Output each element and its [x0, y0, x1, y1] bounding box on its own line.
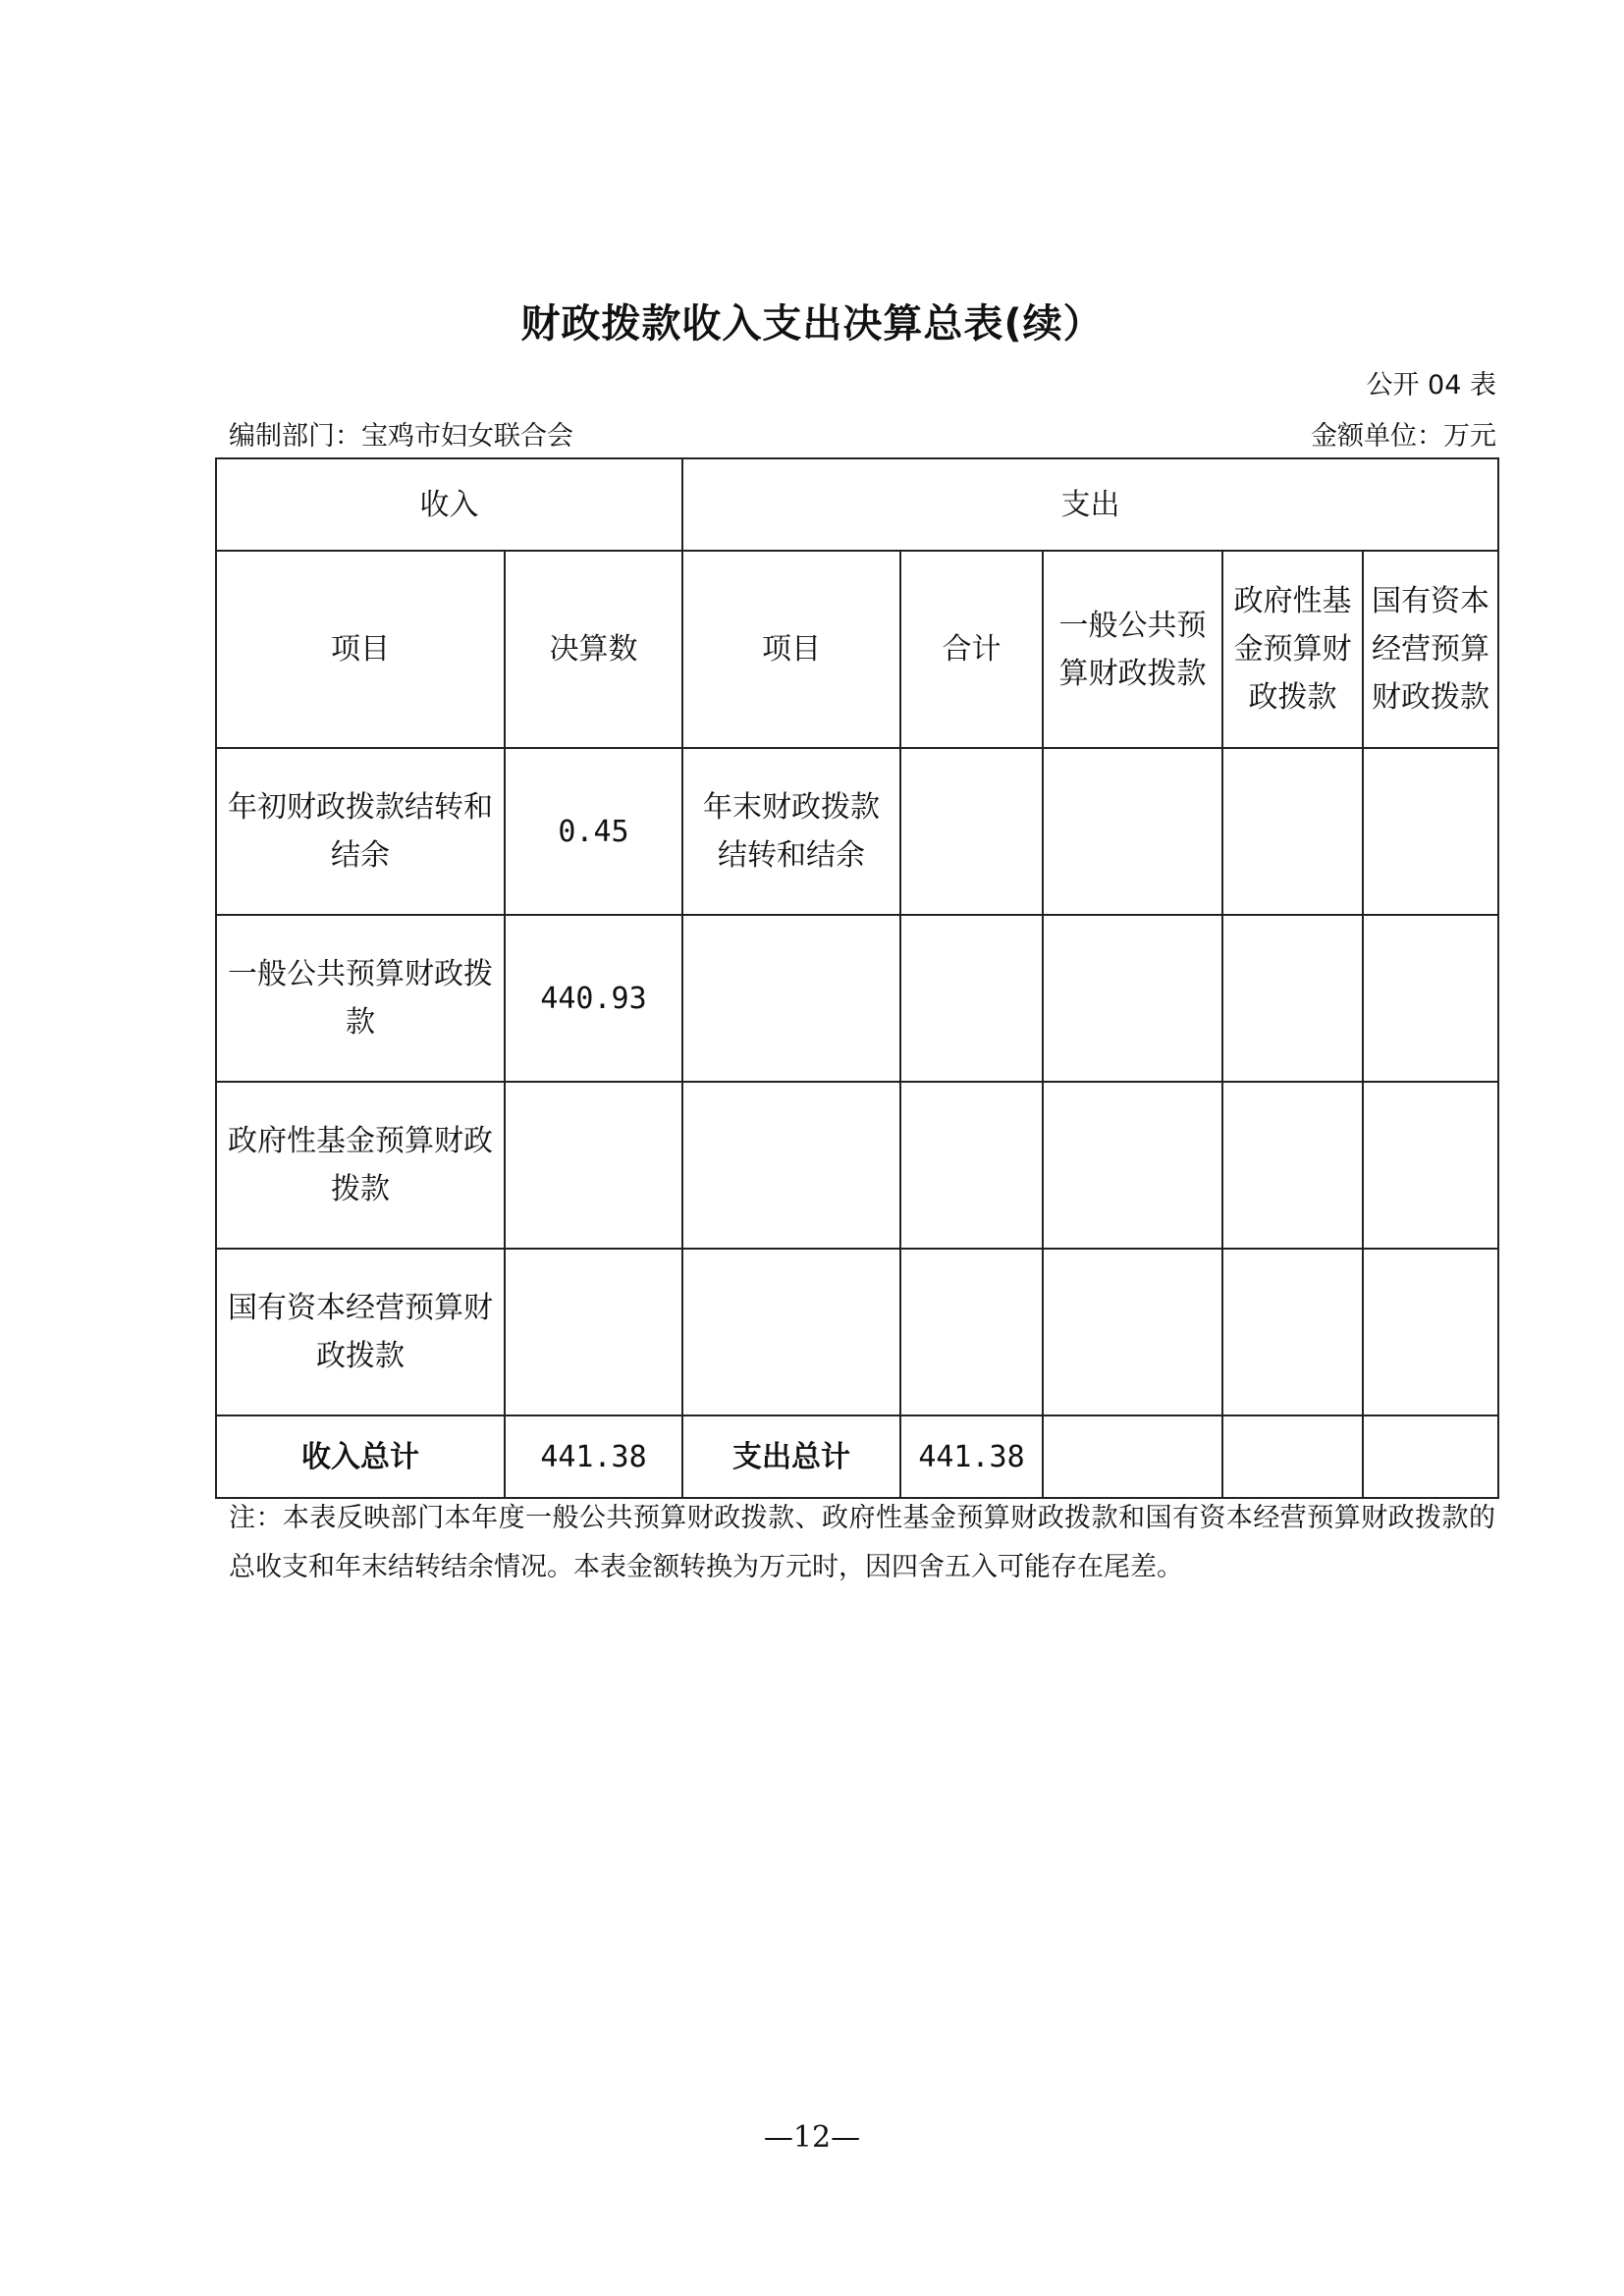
expense-total-amount: 441.38 [900, 1415, 1043, 1498]
row-income-amount [505, 1249, 682, 1415]
income-total-label: 收入总计 [216, 1415, 505, 1498]
col-state-capital: 国有资本经营预算财政拨款 [1363, 551, 1498, 748]
col-income-item: 项目 [216, 551, 505, 748]
budget-table [215, 457, 1499, 1499]
income-total-amount: 441.38 [505, 1415, 682, 1498]
row-general-budget [1043, 748, 1222, 915]
total-gov-fund [1222, 1415, 1363, 1498]
row-state-capital [1363, 1249, 1498, 1415]
row-total [900, 1249, 1043, 1415]
section-header-row [216, 458, 1498, 551]
form-number: 公开 04 表 [1366, 370, 1496, 400]
row-total [900, 915, 1043, 1082]
expense-section-header: 支出 [682, 458, 1498, 551]
row-state-capital [1363, 748, 1498, 915]
row-expense-item [682, 1082, 900, 1249]
page-title: 财政拨款收入支出决算总表(续） [520, 301, 1104, 347]
row-general-budget [1043, 1249, 1222, 1415]
row-expense-item: 年末财政拨款结转和结余 [682, 748, 900, 915]
row-total [900, 748, 1043, 915]
table-row [216, 748, 1498, 915]
col-gov-fund: 政府性基金预算财政拨款 [1222, 551, 1363, 748]
row-state-capital [1363, 1082, 1498, 1249]
total-general-budget [1043, 1415, 1222, 1498]
page-number: —12— [763, 2120, 861, 2155]
row-state-capital [1363, 915, 1498, 1082]
col-income-amount: 决算数 [505, 551, 682, 748]
row-income-item: 一般公共预算财政拨款 [216, 915, 505, 1082]
department-label: 编制部门：宝鸡市妇女联合会 [229, 421, 573, 452]
row-expense-item [682, 915, 900, 1082]
income-section-header: 收入 [216, 458, 682, 551]
col-expense-item: 项目 [682, 551, 900, 748]
row-income-item: 年初财政拨款结转和结余 [216, 748, 505, 915]
row-income-amount: 0.45 [505, 748, 682, 915]
footnote: 注：本表反映部门本年度一般公共预算财政拨款、政府性基金预算财政拨款和国有资本经营预算财政拨款的总收支和年末结转结余情况。本表金额转换为万元时，因四舍五入可能存在尾差。 [229, 1503, 1495, 1582]
row-gov-fund [1222, 915, 1363, 1082]
col-general-budget: 一般公共预算财政拨款 [1043, 551, 1222, 748]
row-expense-item [682, 1249, 900, 1415]
table-row [216, 1082, 1498, 1249]
expense-total-label: 支出总计 [682, 1415, 900, 1498]
row-income-amount [505, 1082, 682, 1249]
table-row [216, 1249, 1498, 1415]
row-gov-fund [1222, 1082, 1363, 1249]
total-state-capital [1363, 1415, 1498, 1498]
row-income-item: 国有资本经营预算财政拨款 [216, 1249, 505, 1415]
totals-row [216, 1415, 1498, 1498]
row-gov-fund [1222, 748, 1363, 915]
row-gov-fund [1222, 1249, 1363, 1415]
row-general-budget [1043, 915, 1222, 1082]
col-total: 合计 [900, 551, 1043, 748]
unit-label: 金额单位：万元 [1311, 421, 1496, 452]
row-general-budget [1043, 1082, 1222, 1249]
row-income-amount: 440.93 [505, 915, 682, 1082]
row-total [900, 1082, 1043, 1249]
table-row [216, 915, 1498, 1082]
row-income-item: 政府性基金预算财政拨款 [216, 1082, 505, 1249]
column-header-row [216, 551, 1498, 748]
